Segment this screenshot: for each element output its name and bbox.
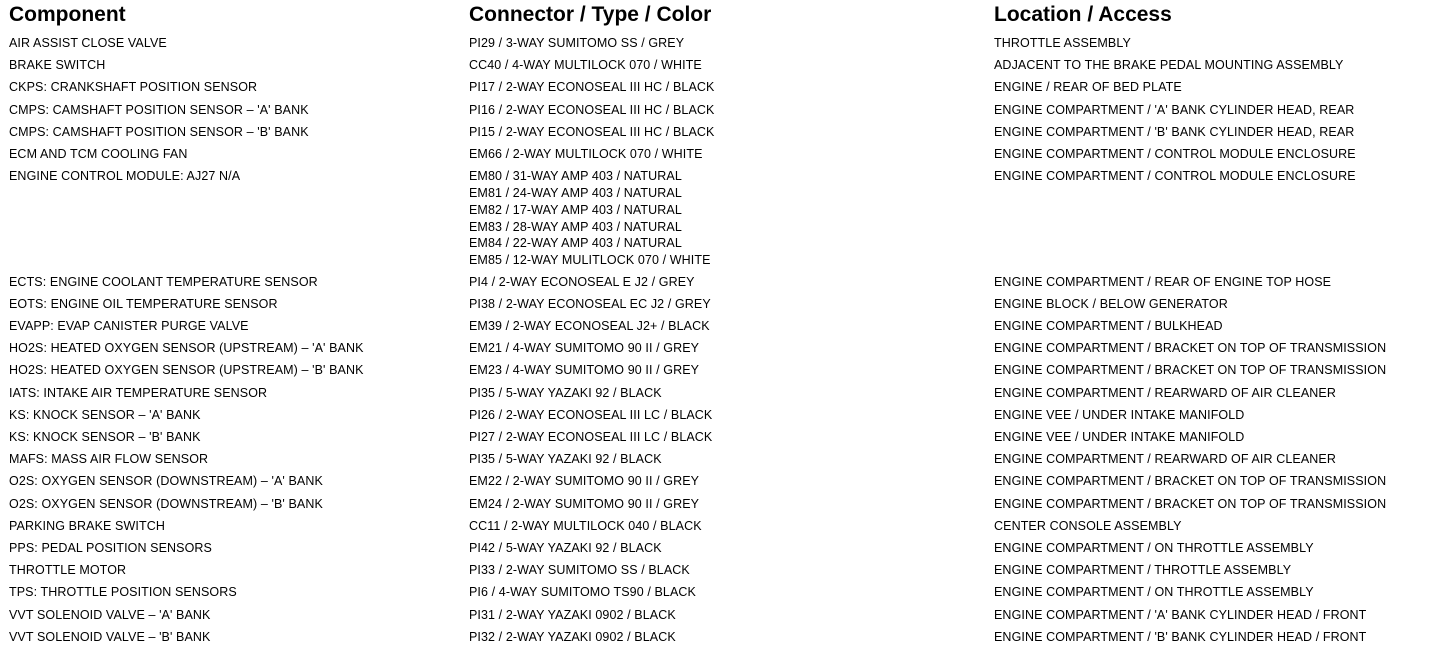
connector-line: PI32 / 2-WAY YAZAKI 0902 / BLACK [469, 629, 676, 644]
connector-line: CC40 / 4-WAY MULTILOCK 070 / WHITE [469, 58, 702, 73]
connector-cell [469, 473, 699, 490]
location-cell: ENGINE COMPARTMENT / REARWARD OF AIR CLEANER [994, 452, 1336, 467]
connector-cell [469, 168, 711, 269]
component-cell: ECTS: ENGINE COOLANT TEMPERATURE SENSOR [9, 274, 318, 289]
connector-line: EM39 / 2-WAY ECONOSEAL J2+ / BLACK [469, 319, 710, 333]
location-cell: ENGINE COMPARTMENT / 'B' BANK CYLINDER HEAD / FRONT [994, 629, 1367, 644]
connector-cell [469, 102, 714, 119]
location-cell: THROTTLE ASSEMBLY [994, 36, 1131, 50]
connector-cell [469, 451, 662, 468]
location-cell: ENGINE COMPARTMENT / 'A' BANK CYLINDER HEAD / FRONT [994, 607, 1367, 622]
component-cell: CKPS: CRANKSHAFT POSITION SENSOR [9, 80, 258, 95]
connector-line: EM21 / 4-WAY SUMITOMO 90 II / GREY [469, 341, 700, 356]
connector-cell [469, 362, 699, 379]
component-cell: CMPS: CAMSHAFT POSITION SENSOR – 'B' BANK [9, 124, 309, 139]
connector-cell [469, 562, 690, 579]
connector-cell [469, 607, 676, 624]
connector-line: EM23 / 4-WAY SUMITOMO 90 II / GREY [469, 363, 700, 378]
connector-line: PI42 / 5-WAY YAZAKI 92 / BLACK [469, 541, 662, 555]
component-cell: VVT SOLENOID VALVE – 'A' BANK [9, 607, 211, 622]
connector-line: EM84 / 22-WAY AMP 403 / NATURAL [469, 236, 682, 251]
connector-cell [469, 124, 714, 141]
location-cell: ENGINE COMPARTMENT / 'A' BANK CYLINDER HEAD, REAR [994, 102, 1355, 117]
component-cell: BRAKE SWITCH [9, 58, 106, 73]
connector-line: EM66 / 2-WAY MULTILOCK 070 / WHITE [469, 147, 703, 161]
connector-cell [469, 274, 695, 291]
connector-cell [469, 340, 699, 357]
connector-cell [469, 584, 696, 601]
connector-line: PI35 / 5-WAY YAZAKI 92 / BLACK [469, 452, 662, 467]
connector-cell [469, 79, 714, 96]
connector-line: PI17 / 2-WAY ECONOSEAL III HC / BLACK [469, 80, 715, 95]
component-cell: HO2S: HEATED OXYGEN SENSOR (UPSTREAM) – 'B' BANK [9, 363, 364, 378]
component-cell: KS: KNOCK SENSOR – 'A' BANK [9, 407, 201, 422]
component-cell: AIR ASSIST CLOSE VALVE [9, 36, 167, 50]
location-cell: ENGINE COMPARTMENT / ON THROTTLE ASSEMBLY [994, 541, 1314, 555]
connector-cell [469, 57, 702, 74]
connector-cell [469, 35, 684, 52]
connector-cell [469, 629, 676, 646]
location-cell: ENGINE VEE / UNDER INTAKE MANIFOLD [994, 407, 1245, 422]
component-cell: PARKING BRAKE SWITCH [9, 518, 165, 533]
connector-line: PI31 / 2-WAY YAZAKI 0902 / BLACK [469, 607, 676, 622]
location-cell: ENGINE COMPARTMENT / CONTROL MODULE ENCLOSURE [994, 147, 1356, 161]
location-cell: ENGINE COMPARTMENT / ON THROTTLE ASSEMBLY [994, 585, 1314, 600]
component-cell: EOTS: ENGINE OIL TEMPERATURE SENSOR [9, 296, 278, 311]
location-cell: ENGINE COMPARTMENT / CONTROL MODULE ENCLOSURE [994, 169, 1356, 184]
connector-line: EM82 / 17-WAY AMP 403 / NATURAL [469, 202, 682, 217]
connector-line: EM24 / 2-WAY SUMITOMO 90 II / GREY [469, 496, 700, 511]
connector-cell [469, 318, 710, 335]
connector-cell [469, 407, 712, 424]
header-location: Location / Access [994, 3, 1172, 26]
connector-cell [469, 146, 703, 163]
component-cell: ENGINE CONTROL MODULE: AJ27 N/A [9, 169, 241, 184]
connector-line: EM80 / 31-WAY AMP 403 / NATURAL [469, 169, 682, 184]
location-cell: ADJACENT TO THE BRAKE PEDAL MOUNTING ASSEMBLY [994, 58, 1344, 73]
component-cell: EVAPP: EVAP CANISTER PURGE VALVE [9, 319, 249, 333]
location-cell: ENGINE COMPARTMENT / BRACKET ON TOP OF TRANSMISSION [994, 496, 1387, 511]
connector-cell [469, 385, 662, 402]
connector-line: PI33 / 2-WAY SUMITOMO SS / BLACK [469, 563, 690, 578]
component-cell: PPS: PEDAL POSITION SENSORS [9, 541, 212, 555]
connector-line: PI27 / 2-WAY ECONOSEAL III LC / BLACK [469, 430, 713, 444]
connector-line: EM22 / 2-WAY SUMITOMO 90 II / GREY [469, 474, 700, 489]
connector-line: PI38 / 2-WAY ECONOSEAL EC J2 / GREY [469, 296, 711, 311]
component-cell: THROTTLE MOTOR [9, 563, 127, 578]
connector-cell [469, 540, 662, 557]
location-cell: ENGINE COMPARTMENT / BRACKET ON TOP OF TRANSMISSION [994, 341, 1387, 356]
location-cell: ENGINE COMPARTMENT / REARWARD OF AIR CLEANER [994, 385, 1336, 400]
component-cell: ECM AND TCM COOLING FAN [9, 147, 188, 161]
connector-cell [469, 496, 699, 513]
location-cell: ENGINE BLOCK / BELOW GENERATOR [994, 296, 1228, 311]
connector-line: PI6 / 4-WAY SUMITOMO TS90 / BLACK [469, 585, 696, 600]
component-cell: VVT SOLENOID VALVE – 'B' BANK [9, 629, 211, 644]
connector-line: PI15 / 2-WAY ECONOSEAL III HC / BLACK [469, 124, 715, 139]
connector-cell [469, 518, 702, 535]
location-cell: ENGINE COMPARTMENT / BRACKET ON TOP OF TRANSMISSION [994, 474, 1387, 489]
connector-line: PI4 / 2-WAY ECONOSEAL E J2 / GREY [469, 274, 695, 289]
connector-line: PI26 / 2-WAY ECONOSEAL III LC / BLACK [469, 407, 713, 422]
location-cell: ENGINE COMPARTMENT / REAR OF ENGINE TOP HOSE [994, 274, 1332, 289]
component-cell: O2S: OXYGEN SENSOR (DOWNSTREAM) – 'B' BANK [9, 496, 323, 511]
location-cell: ENGINE COMPARTMENT / BRACKET ON TOP OF TRANSMISSION [994, 363, 1387, 378]
component-cell: KS: KNOCK SENSOR – 'B' BANK [9, 430, 201, 444]
connector-line: PI16 / 2-WAY ECONOSEAL III HC / BLACK [469, 102, 715, 117]
connector-line: EM83 / 28-WAY AMP 403 / NATURAL [469, 219, 682, 234]
component-cell: CMPS: CAMSHAFT POSITION SENSOR – 'A' BANK [9, 102, 309, 117]
connector-cell [469, 296, 711, 313]
component-cell: IATS: INTAKE AIR TEMPERATURE SENSOR [9, 385, 268, 400]
connector-line: EM81 / 24-WAY AMP 403 / NATURAL [469, 185, 682, 200]
connector-line: CC11 / 2-WAY MULTILOCK 040 / BLACK [469, 518, 702, 533]
location-cell: ENGINE VEE / UNDER INTAKE MANIFOLD [994, 430, 1245, 444]
location-cell: ENGINE COMPARTMENT / 'B' BANK CYLINDER HEAD, REAR [994, 124, 1355, 139]
component-cell: TPS: THROTTLE POSITION SENSORS [9, 585, 237, 600]
component-cell: HO2S: HEATED OXYGEN SENSOR (UPSTREAM) – 'A' BANK [9, 341, 364, 356]
component-cell: O2S: OXYGEN SENSOR (DOWNSTREAM) – 'A' BANK [9, 474, 323, 489]
location-cell: ENGINE / REAR OF BED PLATE [994, 80, 1182, 95]
header-connector: Connector / Type / Color [469, 3, 712, 26]
component-cell: MAFS: MASS AIR FLOW SENSOR [9, 452, 209, 467]
header-component: Component [9, 3, 126, 26]
location-cell: ENGINE COMPARTMENT / BULKHEAD [994, 319, 1223, 333]
connector-line: PI35 / 5-WAY YAZAKI 92 / BLACK [469, 385, 662, 400]
connector-line: PI29 / 3-WAY SUMITOMO SS / GREY [469, 36, 685, 50]
connector-cell [469, 429, 712, 446]
location-cell: CENTER CONSOLE ASSEMBLY [994, 518, 1182, 533]
connector-line: EM85 / 12-WAY MULITLOCK 070 / WHITE [469, 253, 711, 268]
location-cell: ENGINE COMPARTMENT / THROTTLE ASSEMBLY [994, 563, 1292, 578]
